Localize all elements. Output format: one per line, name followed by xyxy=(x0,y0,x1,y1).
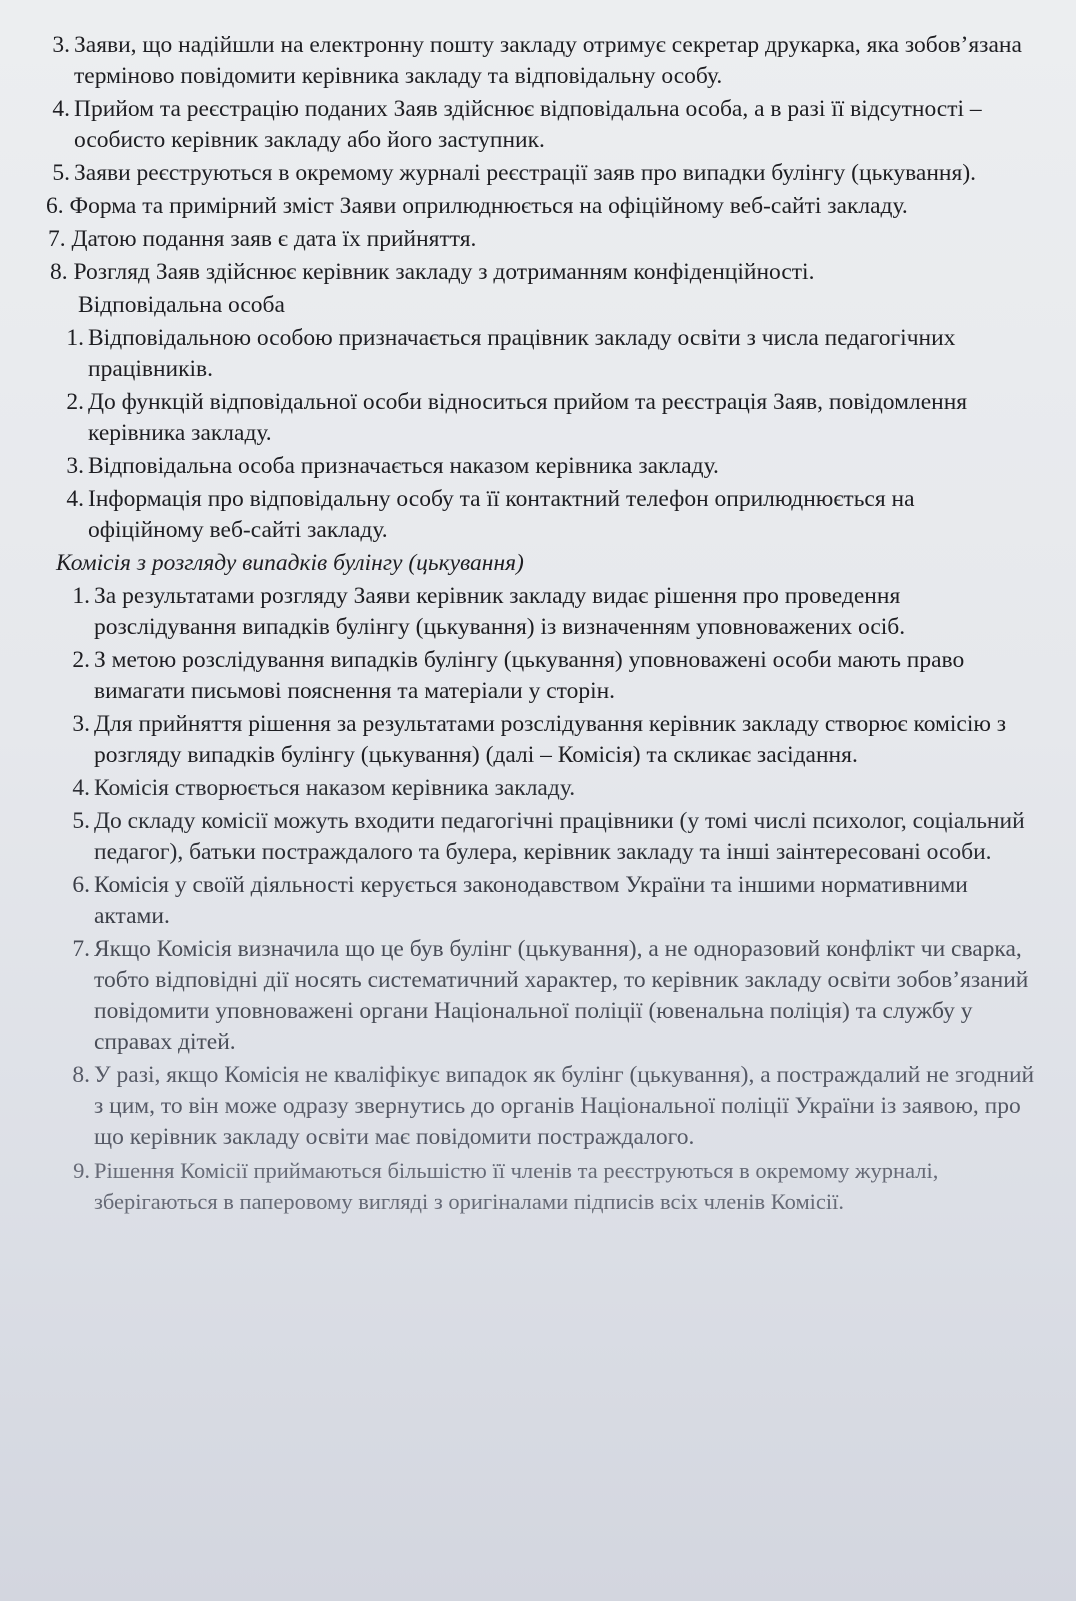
item-number: 3. xyxy=(66,453,84,479)
list-item xyxy=(54,323,1036,385)
item-number: 9. xyxy=(73,1158,90,1183)
paragraph-7: 7. Датою подання заяв є дата їх прийняття. xyxy=(48,226,477,252)
item-number: 8. xyxy=(72,1062,90,1088)
item-text: Відповідальною особою призначається працівник закладу освіти з числа педагогічних працівників. xyxy=(88,325,956,382)
list-item xyxy=(40,94,1036,156)
item-number: 7. xyxy=(72,936,90,962)
list-item xyxy=(60,806,1036,868)
list-item xyxy=(54,387,1036,449)
item-text: До функцій відповідальної особи відноситься прийом та реєстрація Заяв, повідомлення керівника закладу. xyxy=(88,389,968,446)
item-number: 1. xyxy=(72,583,90,609)
item-text: Комісія у своїй діяльності керується законодавством України та іншими нормативними актами. xyxy=(94,872,968,929)
list-item xyxy=(60,1060,1036,1153)
item-text: Заяви реєструються в окремому журналі реєстрації заяв про випадки булінгу (цькування). xyxy=(74,160,977,186)
list-item xyxy=(54,484,1036,546)
item-number: 2. xyxy=(72,647,90,673)
item-text: У разі, якщо Комісія не кваліфікує випадок як булінг (цькування), а постраждалий не згодний з цим, то він може одразу звернутись до органів Національної поліції України із заявою, про що керівник закладу освіти має повідомити постраждалого. xyxy=(94,1062,1035,1150)
list-item xyxy=(60,1155,1036,1217)
section-3-list xyxy=(40,581,1036,1217)
item-number: 5. xyxy=(72,808,90,834)
item-number: 3. xyxy=(52,32,70,58)
item-number: 4. xyxy=(52,96,70,122)
item-text: Відповідальна особа призначається наказом керівника закладу. xyxy=(88,453,719,479)
section-2-list xyxy=(40,323,1036,546)
item-number: 3. xyxy=(72,711,90,737)
list-item xyxy=(60,870,1036,932)
section-1-list xyxy=(40,30,1036,189)
heading-commission: Комісія з розгляду випадків булінгу (цькування) xyxy=(56,550,524,576)
item-text: Якщо Комісія визначила що це був булінг (цькування), а не одноразовий конфлікт чи сварка, тобто відповідні дії носять систематичний характер, то керівник закладу освіти зобов’язаний повідомити уповноважені органи Національної поліції (ювенальна поліція) та службу у справах дітей. xyxy=(94,936,1029,1055)
list-item xyxy=(40,30,1036,92)
item-number: 5. xyxy=(52,160,70,186)
item-text: Для прийняття рішення за результатами розслідування керівник закладу створює комісію з розгляду випадків булінгу (цькування) (далі – Комісія) та скликає засідання. xyxy=(94,711,1007,768)
paragraph-8: 8. Розгляд Заяв здійснює керівник закладу з дотриманням конфіденційності. xyxy=(50,259,815,285)
item-text: До складу комісії можуть входити педагогічні працівники (у томі числі психолог, соціальний педагог), батьки постраждалого та булера, керівник закладу та інші заінтересовані особи. xyxy=(94,808,1025,865)
list-item xyxy=(60,773,1036,804)
list-item xyxy=(60,934,1036,1058)
item-number: 6. xyxy=(72,872,90,898)
item-number: 4. xyxy=(66,486,84,512)
list-item xyxy=(54,451,1036,482)
paragraph-6: 6. Форма та примірний зміст Заяви оприлюднюється на офіційному веб-сайті закладу. xyxy=(46,193,908,219)
item-text: Прийом та реєстрацію поданих Заяв здійснює відповідальна особа, а в разі її відсутності – особисто керівник закладу або його заступник. xyxy=(74,96,982,153)
item-text: Заяви, що надійшли на електронну пошту закладу отримує секретар друкарка, яка зобов’язана терміново повідомити керівника закладу та відповідальну особу. xyxy=(74,32,1022,89)
item-text: Комісія створюється наказом керівника закладу. xyxy=(94,775,576,801)
list-item xyxy=(60,645,1036,707)
item-number: 2. xyxy=(66,389,84,415)
item-text: За результатами розгляду Заяви керівник закладу видає рішення про проведення розслідування випадків булінгу (цькування) із визначенням уповноважених осіб. xyxy=(94,583,906,640)
list-item xyxy=(60,581,1036,643)
item-text: Інформація про відповідальну особу та її контактний телефон оприлюднюється на офіційному веб-сайті закладу. xyxy=(88,486,915,543)
list-item xyxy=(40,158,1036,189)
item-text: З метою розслідування випадків булінгу (цькування) уповноважені особи мають право вимагати письмові пояснення та матеріали у сторін. xyxy=(94,647,965,704)
list-item xyxy=(60,709,1036,771)
item-number: 4. xyxy=(72,775,90,801)
heading-responsible-person: Відповідальна особа xyxy=(78,292,285,318)
item-number: 1. xyxy=(66,325,84,351)
item-text: Рішення Комісії приймаються більшістю її членів та реєструються в окремому журналі, зберігаються в паперовому вигляді з оригіналами підписів всіх членів Комісії. xyxy=(94,1158,939,1214)
